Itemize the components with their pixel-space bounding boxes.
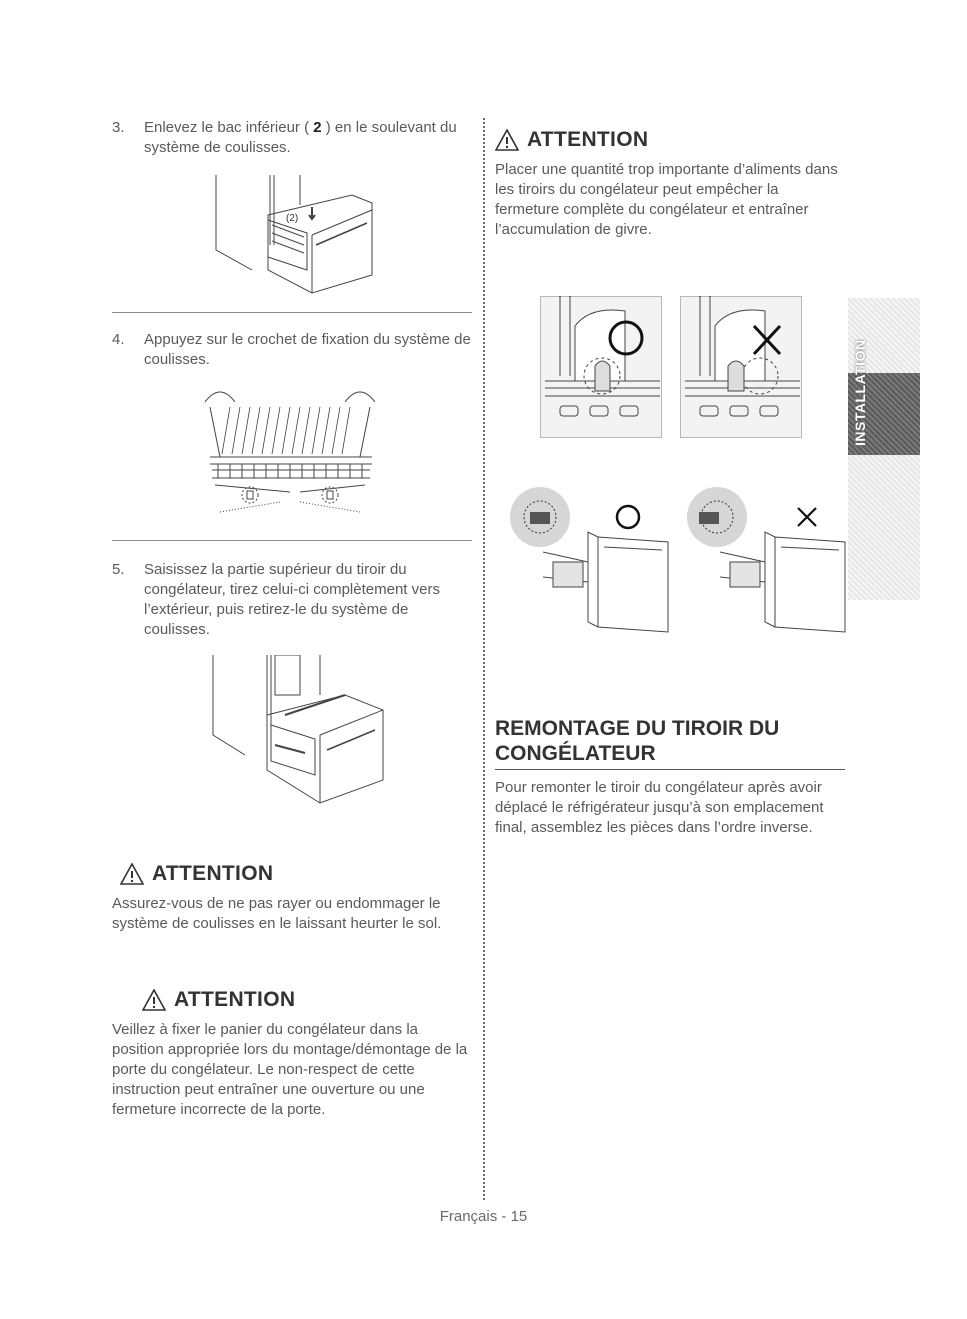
step-4 xyxy=(112,330,472,370)
section-heading: REMONTAGE DU TIROIR DU CONGÉLATEUR xyxy=(495,716,845,770)
step-5 xyxy=(112,560,472,640)
step-text: Saisissez la partie supérieur du tiroir du congélateur, tirez celui-ci complètement vers l’extérieur, puis retirez-le du système de coulisses. xyxy=(144,561,440,638)
attention-title: ATTENTION xyxy=(152,862,274,885)
column-divider xyxy=(483,118,485,1200)
divider-1 xyxy=(112,312,472,313)
step-number: 4. xyxy=(112,331,125,348)
attention-text: Placer une quantité trop importante d’aliments dans les tiroirs du congélateur peut empêcher la fermeture complète du congélateur et entraîner l’accumulation de givre. xyxy=(495,161,838,238)
step-text: Enlevez le bac inférieur ( 2 ) en le soulevant du système de coulisses. xyxy=(144,119,457,156)
section-text: Pour remonter le tiroir du congélateur après avoir déplacé le réfrigérateur jusqu’à son emplacement final, assemblez les pièces dans l’ordre inverse. xyxy=(495,779,824,836)
left-column xyxy=(112,118,472,158)
attention-title: ATTENTION xyxy=(527,128,649,151)
attention-text: Assurez-vous de ne pas rayer ou endommager le système de coulisses en le laissant heurter le sol. xyxy=(112,895,442,932)
callout-label: (2) xyxy=(286,213,299,224)
installation-side-tab xyxy=(848,298,920,600)
side-tab-label: INSTALLATION xyxy=(852,339,868,446)
step-number: 5. xyxy=(112,561,125,578)
step-text: Appuyez sur le crochet de fixation du système de coulisses. xyxy=(144,331,471,368)
figure-step-4 xyxy=(200,382,380,527)
warning-icon xyxy=(495,129,519,151)
step-number: 3. xyxy=(112,119,125,136)
warning-icon xyxy=(120,863,144,885)
page-footer: Français - 15 xyxy=(439,1208,528,1225)
attention-title: ATTENTION xyxy=(174,988,296,1011)
figure-incorrect-basket xyxy=(680,296,802,438)
step-bold-ref: 2 xyxy=(313,119,322,136)
attention-block-2 xyxy=(112,988,472,1120)
reassembly-section xyxy=(495,716,850,838)
figure-step-3 xyxy=(212,175,382,300)
figure-correct-basket xyxy=(540,296,662,438)
figure-step-5 xyxy=(205,655,385,805)
step-3 xyxy=(112,118,472,158)
attention-heading xyxy=(120,862,472,886)
attention-heading xyxy=(142,988,472,1012)
figure-incorrect-door xyxy=(685,482,855,637)
right-column xyxy=(495,118,845,240)
attention-block-1 xyxy=(112,862,472,934)
figure-correct-door xyxy=(508,482,678,637)
divider-2 xyxy=(112,540,472,541)
attention-heading xyxy=(495,128,845,152)
warning-icon xyxy=(142,989,166,1011)
attention-text: Veillez à fixer le panier du congélateur dans la position appropriée lors du montage/démontage de la porte du congélateur. Le non-respect de cette instruction peut entraîner une ouverture ou une fermeture incorrecte de la porte. xyxy=(112,1021,468,1118)
